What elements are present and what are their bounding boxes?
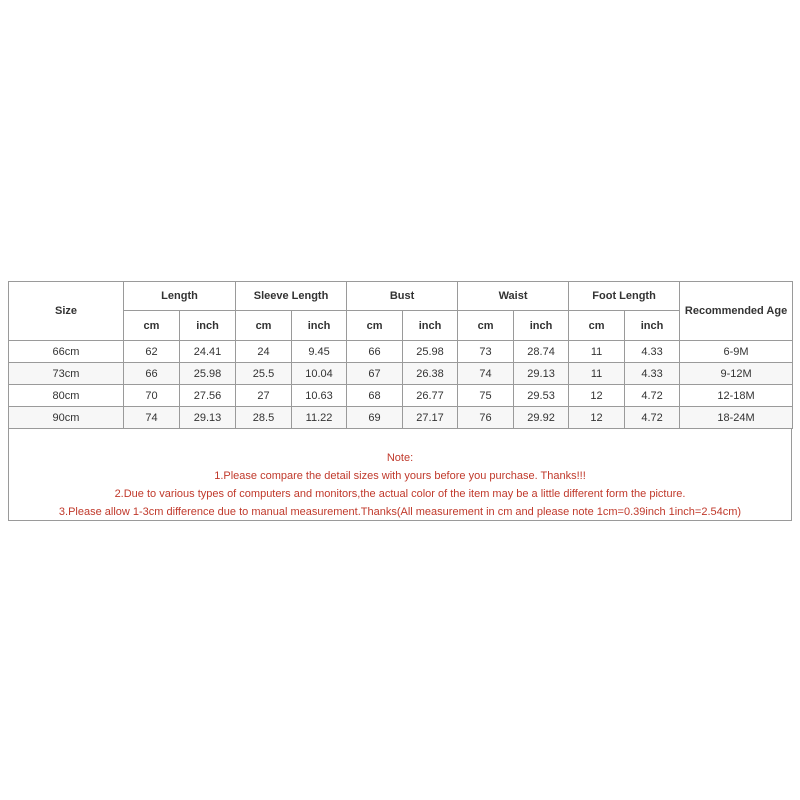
table-cell: 24 bbox=[236, 341, 292, 363]
table-cell: 29.92 bbox=[514, 407, 569, 429]
table-cell: 90cm bbox=[9, 407, 124, 429]
table-cell: 62 bbox=[124, 341, 180, 363]
table-cell: 66cm bbox=[9, 341, 124, 363]
table-cell: 25.98 bbox=[180, 363, 236, 385]
table-cell: 74 bbox=[458, 363, 514, 385]
header-row bbox=[9, 282, 793, 311]
table-cell: 29.13 bbox=[514, 363, 569, 385]
table-cell: 9.45 bbox=[292, 341, 347, 363]
table-cell: 27.56 bbox=[180, 385, 236, 407]
table-cell: 66 bbox=[124, 363, 180, 385]
table-row bbox=[9, 363, 793, 385]
table-cell: 12 bbox=[569, 407, 625, 429]
size-header: Size bbox=[9, 282, 124, 341]
size-chart bbox=[8, 281, 792, 521]
table-cell: 68 bbox=[347, 385, 403, 407]
table-cell: 27.17 bbox=[403, 407, 458, 429]
table-cell: 73cm bbox=[9, 363, 124, 385]
table-cell: 18-24M bbox=[680, 407, 793, 429]
table-cell: 11 bbox=[569, 363, 625, 385]
table-cell: 4.33 bbox=[625, 341, 680, 363]
table-cell: 29.13 bbox=[180, 407, 236, 429]
unit-inch: inch bbox=[625, 311, 680, 341]
table-cell: 6-9M bbox=[680, 341, 793, 363]
table-cell: 11 bbox=[569, 341, 625, 363]
table-cell: 67 bbox=[347, 363, 403, 385]
unit-cm: cm bbox=[458, 311, 514, 341]
table-cell: 28.5 bbox=[236, 407, 292, 429]
bust-header: Bust bbox=[347, 282, 458, 311]
table-cell: 70 bbox=[124, 385, 180, 407]
table-cell: 10.63 bbox=[292, 385, 347, 407]
unit-inch: inch bbox=[514, 311, 569, 341]
table-cell: 10.04 bbox=[292, 363, 347, 385]
table-cell: 26.38 bbox=[403, 363, 458, 385]
table-cell: 24.41 bbox=[180, 341, 236, 363]
note-line-1: 1.Please compare the detail sizes with yours before you purchase. Thanks!!! bbox=[214, 470, 586, 482]
table-cell: 69 bbox=[347, 407, 403, 429]
table-cell: 26.77 bbox=[403, 385, 458, 407]
unit-inch: inch bbox=[180, 311, 236, 341]
unit-cm: cm bbox=[236, 311, 292, 341]
unit-cm: cm bbox=[569, 311, 625, 341]
unit-inch: inch bbox=[292, 311, 347, 341]
table-cell: 12-18M bbox=[680, 385, 793, 407]
unit-cm: cm bbox=[124, 311, 180, 341]
table-cell: 9-12M bbox=[680, 363, 793, 385]
unit-cm: cm bbox=[347, 311, 403, 341]
unit-row bbox=[9, 311, 793, 341]
table-cell: 28.74 bbox=[514, 341, 569, 363]
table-cell: 74 bbox=[124, 407, 180, 429]
table-cell: 4.33 bbox=[625, 363, 680, 385]
table-cell: 4.72 bbox=[625, 407, 680, 429]
sleeve-length-header: Sleeve Length bbox=[236, 282, 347, 311]
table-cell: 11.22 bbox=[292, 407, 347, 429]
table-cell: 75 bbox=[458, 385, 514, 407]
table-row bbox=[9, 385, 793, 407]
table-cell: 80cm bbox=[9, 385, 124, 407]
length-header: Length bbox=[124, 282, 236, 311]
note-title: Note: bbox=[386, 452, 414, 464]
unit-inch: inch bbox=[403, 311, 458, 341]
table-cell: 25.5 bbox=[236, 363, 292, 385]
note-line-2: 2.Due to various types of computers and monitors,the actual color of the item may be a little different form the picture. bbox=[114, 488, 686, 500]
notes-box bbox=[8, 429, 792, 521]
recommended-age-header: Recommended Age bbox=[680, 282, 793, 341]
table-cell: 27 bbox=[236, 385, 292, 407]
table-cell: 76 bbox=[458, 407, 514, 429]
table-cell: 66 bbox=[347, 341, 403, 363]
table-cell: 4.72 bbox=[625, 385, 680, 407]
table-row bbox=[9, 341, 793, 363]
waist-header: Waist bbox=[458, 282, 569, 311]
foot-length-header: Foot Length bbox=[569, 282, 680, 311]
table-cell: 29.53 bbox=[514, 385, 569, 407]
table-cell: 12 bbox=[569, 385, 625, 407]
size-table bbox=[8, 281, 793, 429]
table-row bbox=[9, 407, 793, 429]
note-line-3: 3.Please allow 1-3cm difference due to manual measurement.Thanks(All measurement in cm and please note 1cm=0.39inch 1inch=2.54cm) bbox=[58, 506, 742, 518]
table-cell: 73 bbox=[458, 341, 514, 363]
table-body bbox=[9, 341, 793, 429]
table-cell: 25.98 bbox=[403, 341, 458, 363]
